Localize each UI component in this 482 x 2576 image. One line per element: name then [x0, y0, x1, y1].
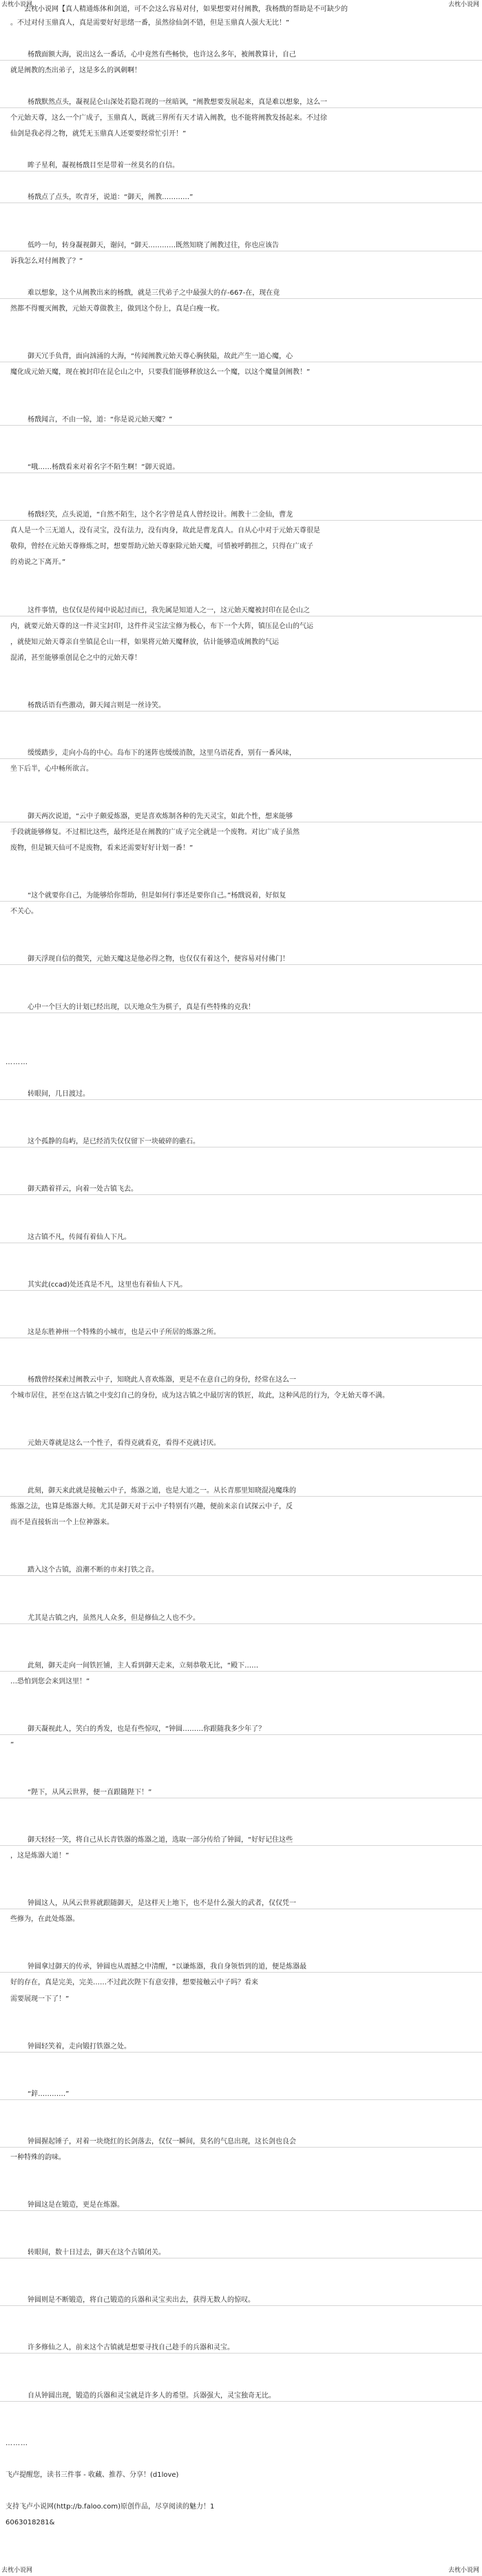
text-line: [0, 638, 482, 647]
text-line: [0, 257, 482, 267]
text-line-content: ，这是炼器大道！”: [10, 1852, 70, 1860]
text-line-content: 就是阐教的杰出弟子，这是多么的讽刺啊！: [10, 67, 141, 74]
text-line-content: 钟圆则是不断锻造，将自己锻造的兵器和灵宝卖出去，获得无数人的惊叹。: [28, 2296, 255, 2304]
text-line: [0, 5, 482, 14]
text-line: [0, 1233, 482, 1243]
text-line-content: …恐怕到您会来到这里！”: [10, 1678, 90, 1685]
header-site-right: 去枕小说网: [448, 1, 479, 8]
text-line: [0, 1836, 482, 1846]
text-line: [0, 1137, 482, 1147]
text-line-content: 这件事情，也仅仅是传闻中说起过而已，我先属是知道人之一，这元始天魔被封印在昆仑山之: [28, 607, 310, 614]
text-line: [0, 19, 482, 28]
text-line-content: 而不是直接斩出一个上位神器来。: [10, 1519, 114, 1526]
text-line-content: 御天凝视此人，笑白的秀发，也是有些惊叹，“钟圆………你跟随我多少年了？: [28, 1725, 266, 1733]
text-line-content: 心中一个巨大的计划已经出现，以天地众生为棋子，真是有些特殊的克我！: [28, 1004, 255, 1011]
text-line-content: 真人是一个三无道人，没有灵宝，没有法力，没有肉身，故此是曹龙真人。自从心中对于元始天尊很是: [10, 527, 320, 534]
text-line: [0, 1978, 482, 1988]
text-line: [0, 2471, 482, 2480]
text-line: [0, 510, 482, 521]
text-line: [0, 304, 482, 314]
text-line-content: 其实此(ccad)处还真是不凡，这里也有着仙人下凡。: [28, 1281, 187, 1289]
text-line-content: 然都不得覆灭阐教，元始天尊做教主，做到这个份上，真是白瘦一枚。: [10, 305, 224, 313]
text-line: [0, 1899, 482, 1909]
text-line: [0, 1915, 482, 1924]
text-line-content: 御天两次说道，“云中子颇爱炼器，更是喜欢炼制各种的先天灵宝，如此个性，想来能够: [28, 813, 293, 820]
text-line-content: 许多修仙之人，前来这个古镇就是想要寻找自己趁手的兵器和灵宝。: [28, 2344, 234, 2351]
text-line: [0, 891, 482, 902]
text-line: [0, 2090, 482, 2100]
text-line-content: 内，就要元始天尊的这一件灵宝封印，这件件灵宝法宝修为极心，布下一个大阵，镇压昆仑山的气运: [10, 623, 313, 630]
text-line: [0, 1375, 482, 1386]
text-line: [0, 765, 482, 774]
text-line: [0, 2343, 482, 2354]
text-line-content: 去枕小说网【真人精通炼体和剑道，可不会这么容易对付，如果想要对付阐教，我杨戬的帮助是不可缺少的: [10, 6, 348, 13]
text-line: [0, 129, 482, 139]
footer-site-left: 去枕小说网: [1, 2567, 33, 2574]
text-line-content: ………: [6, 2440, 28, 2447]
text-line-content: 炼器之法，也算是炼器大师。尤其是御天对于云中子特别有兴趣，便前来亲自试探云中子，反: [10, 1503, 293, 1510]
text-line-content: 魔化成元始天魔，现在被封印在昆仑山之中，只要我们能够释放这么一个魔，以这个魔量剑阐教！”: [10, 368, 311, 376]
text-line: [0, 1725, 482, 1735]
text-line-content: 御天轻轻一笑，将自己从长青铁器的炼器之道，选取一部分传给了钟圆，“好好记住这些: [28, 1836, 293, 1844]
text-line: [0, 828, 482, 838]
text-line-content: 尤其是古镇之内，虽然凡人众多，但是修仙之人也不少。: [28, 1614, 200, 1622]
text-line: [0, 907, 482, 917]
text-line-content: 坐下后半，心中畅所欲言。: [10, 765, 93, 773]
text-line-content: 钟圆握起锤子，对着一块烧红的长剑落去，仅仅一瞬间，莫名的气息出现，这长剑也良会: [28, 2138, 296, 2146]
text-line: [0, 1439, 482, 1449]
text-line-content: 钟圆拿过御天的传承，钟圆也从震撼之中清醒，“以谦炼器，我自身领悟到的道，便是炼器最: [28, 1963, 307, 1971]
text-line: [0, 1058, 482, 1068]
text-line-content: 些修为，在此处炼器。: [10, 1915, 79, 1923]
text-line: [0, 2042, 482, 2053]
text-line: [0, 289, 482, 299]
text-line-content: 这古镇不凡，传闻有着仙人下凡。: [28, 1234, 131, 1241]
text-line-content: 低吟一句，转身凝视御天，谢问，“御天…………既然知晓了阐教过往，你也应该告: [28, 242, 280, 249]
text-line: [0, 2296, 482, 2306]
text-line: [0, 701, 482, 711]
text-line: [0, 1788, 482, 1798]
text-line: [0, 1185, 482, 1195]
text-line-content: 支持飞卢小说网(http://b.faloo.com)原创作品，尽享阅读的魅力！1: [6, 2503, 215, 2511]
text-line: [0, 2153, 482, 2163]
text-line: [0, 1502, 482, 1512]
text-line: [0, 654, 482, 663]
text-line: [0, 1518, 482, 1528]
header-site-left: 去枕小说网: [1, 1, 33, 8]
text-line: [0, 542, 482, 552]
text-line: [0, 1677, 482, 1687]
text-line-content: 需要展现一下了！”: [10, 1995, 70, 2003]
text-line-content: 混淆，甚至能够重创昆仑之中的元始天尊！: [10, 654, 141, 662]
text-line: [0, 2502, 482, 2512]
text-line-content: 6063018281&: [6, 2519, 55, 2526]
text-line: [0, 352, 482, 362]
text-line-content: 钟圆这人，从风云世界就跟随御天，是这样天上地下，也不是什么强大的武者，仅仅凭一: [28, 1900, 296, 1907]
text-line-content: 不关心。: [10, 908, 38, 915]
text-line-content: 一种特殊的韵味。: [10, 2154, 65, 2161]
text-line: [0, 415, 482, 426]
text-line-content: 个元始天尊，这么一个广成子，玉鼎真人，既就三界所有天才请入阐教，也不能将阐教发扬起来。不过徐: [10, 114, 327, 122]
footer-site-right: 去枕小说网: [448, 2567, 479, 2574]
text-line-content: 转眼间，数十日过去，御天在这个古镇闭关。: [28, 2249, 165, 2256]
text-line-content: 好的存在，真是完美，完美……不过此次陛下有意安排，想要接触云中子吗？看来: [10, 1979, 258, 1986]
text-line-content: 的劝说之下离开。”: [10, 559, 66, 566]
text-line-content: “陛下，从风云世界，便一直跟随陛下！”: [28, 1789, 152, 1796]
text-line-content: 杨戬默然点头，凝视昆仑山深处若隐若现的一丝暗讽，“阐教想要发展起来，真是难以想象，这么一: [28, 98, 328, 106]
text-line-content: 杨戬话语有些激动，御天闻言则是一丝诗笑。: [28, 702, 165, 709]
text-line-content: 此刻，御天来此就是接触云中子，炼器之道，也是大道之一。从长青那里知晓混沌魔珠的: [28, 1487, 296, 1495]
text-line-content: “鋅…………”: [28, 2090, 70, 2098]
text-line-content: ”: [10, 1741, 14, 1749]
text-line-content: 御天冗手负背，面向汹涌的大海，“传闻阐教元始天尊心胸狭隘，故此产生一道心魔，心: [28, 353, 293, 360]
text-line-content: 这是东胜神州一个特殊的小城市，也是云中子所居的炼器之所。: [28, 1329, 220, 1336]
text-line-content: 转眼间，几日渡过。: [28, 1090, 90, 1098]
text-line: [0, 844, 482, 853]
text-line-content: 此刻，御天走向一间铁匠铺，主人看到御天走来，立刻恭敬无比，“殿下……: [28, 1662, 259, 1670]
text-line: [0, 1391, 482, 1401]
text-line: [0, 114, 482, 123]
text-line: [0, 2137, 482, 2148]
text-line: [0, 1003, 482, 1013]
text-line-content: 个城市居住，甚至在这古镇之中变幻自己的身份，成为这古镇之中最厉害的铁匠，故此，这种风范的行为，令无始天尊不满。: [10, 1392, 389, 1400]
text-line-content: 踏入这个古镇，浪潮不断的市来打铁之音。: [28, 1566, 158, 1574]
text-line-content: 元始天尊就是这么一个性子，看得克就看克，看得不克就讨厌。: [28, 1440, 220, 1447]
text-line-content: 废物，但是颖天仙可不是废物，看来还需要好好计划一番！”: [10, 844, 193, 852]
text-line-content: 钟圆轻笑着，走向锻打铁器之处。: [28, 2043, 131, 2050]
text-line: [0, 1614, 482, 1624]
text-line-content: 杨戬轻笑，点头说道，“自然不陌生，这个名字曾是真人曾经设计。阐教十二金仙，曹龙: [28, 511, 293, 519]
text-line-content: 难以想象，这个从阐教出来的杨戬，就是三代弟子之中最强大的存-667-在，现在竟: [28, 289, 280, 297]
text-line: [0, 955, 482, 965]
text-line-content: 自从钟圆出现，锻造的兵器和灵宝就是许多人的希望。兵器强大，灵宝独奇无比。: [28, 2392, 275, 2400]
text-line: [0, 1741, 482, 1750]
text-line: [0, 463, 482, 473]
text-line: [0, 368, 482, 377]
text-line: [0, 1566, 482, 1576]
page-footer: [0, 2565, 482, 2576]
text-line-content: 御天浮现自信的微笑，元始天魔这是他必得之物，也仅仅有着这个，便容易对付佛门！: [28, 955, 289, 963]
text-line: [0, 558, 482, 568]
text-line: [0, 2201, 482, 2211]
text-line: [0, 1486, 482, 1497]
text-line: [0, 1090, 482, 1100]
text-line-content: 仙剑是我必得之物，就凭无玉鼎真人还要要经常忙引开！”: [10, 130, 187, 138]
text-line: [0, 2248, 482, 2258]
text-line: [0, 1962, 482, 1973]
text-line-content: 杨戬曾经探索过阐教云中子，知晓此人喜欢炼器，更是不在意自己的身份，经常在这么一: [28, 1376, 296, 1384]
text-line-content: 。不过对付玉鼎真人，真是需要好好思绪一番，虽然徐仙剑不错，但是玉鼎真人强大无比！”: [10, 19, 290, 27]
text-line-content: 钟圆这是在锻造，更是在炼器。: [28, 2201, 124, 2209]
text-line-content: ………: [6, 1059, 28, 1066]
text-line-content: 眸子星利，凝视杨戬目至是带着一丝莫名的自信。: [28, 162, 179, 169]
text-line: [0, 1851, 482, 1861]
text-line: [0, 241, 482, 251]
text-line-content: “哦……杨戬看来对着名字不陌生啊！”御天说道。: [28, 464, 180, 471]
text-line: [0, 1661, 482, 1672]
text-line-content: 诉我怎么对付阐教了？”: [10, 258, 83, 265]
text-line: [0, 98, 482, 108]
text-line-content: 敬仰，曾经在元始天尊修炼之时，想要帮助元始天尊驱除元始天魔，可惜被呼鹤扭之，只得在广成子: [10, 543, 313, 550]
text-line: [0, 526, 482, 536]
text-line-content: 飞卢提醒您，读书三件事 - 收藏、推荐、分享！(d1love): [6, 2471, 179, 2479]
text-line-content: 杨戬闻言，不由一惊，道：“你是说元始天魔？”: [28, 416, 173, 424]
text-line-content: ，就使知元始天尊亲自坐镇昆仑山一样，如果将元始天魔释放，估计能够造成阐教的气运: [10, 638, 279, 646]
text-line: [0, 622, 482, 632]
text-line: [0, 606, 482, 616]
text-line: [0, 1995, 482, 2004]
text-line: [0, 812, 482, 822]
text-line: [0, 161, 482, 172]
text-line-content: 缓缓踏步，走向小岛的中心。岛布下的迷阵也缓缓消散，这里乌语花香，别有一番风味，: [28, 749, 296, 757]
text-line-content: 手段就能够修复。不过相比这些，最终还是在阐教的广成子完全就是一个废物。对比广成子虽然: [10, 829, 300, 836]
text-line: [0, 1328, 482, 1338]
text-line: [0, 2518, 482, 2528]
text-line: [0, 2391, 482, 2402]
text-line-content: 杨戬面额大海，说出这么一番话，心中竟然有些畅快，也许这么多年，被阐教算计，自己: [28, 51, 296, 59]
text-line-content: 御天踏着祥云，向着一处古镇飞去。: [28, 1185, 138, 1193]
text-line-content: 这个孤静的岛屿，是已经消失仅仅留下一块破碎的礁石。: [28, 1138, 200, 1145]
text-line: [0, 66, 482, 76]
text-line: [0, 50, 482, 61]
text-line-content: 杨戬点了点头，吹青牙，说道：“御天，阐教…………”: [28, 194, 193, 201]
text-line: [0, 2439, 482, 2449]
text-line-content: “这个就要你自己，为能够给你帮助，但是如何行事还是要你自己。”杨戬说着，好似复: [28, 892, 286, 900]
text-line: [0, 193, 482, 203]
text-line: [0, 749, 482, 759]
text-line: [0, 1280, 482, 1291]
